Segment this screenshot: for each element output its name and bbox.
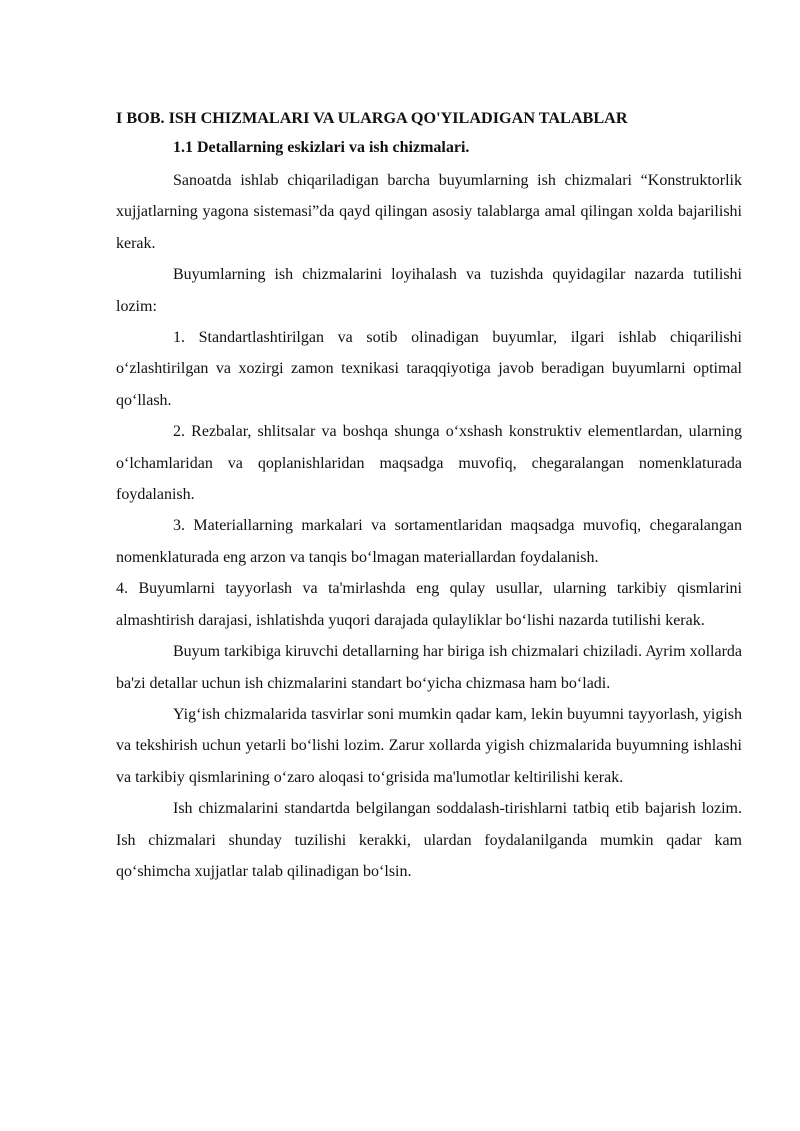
paragraph-detail-drawings: Buyum tarkibiga kiruvchi detallarning har biriga ish chizmalari chiziladi. Ayrim xollarda ba'zi detallar uchun ish chizmalarini standart bo‘yicha chizmasa ham bo‘ladi. — [116, 643, 742, 692]
list-item-3: 3. Materiallarning markalari va sortamentlaridan maqsadga muvofiq, chegaralangan nomenklaturada eng arzon va tanqis bo‘lmagan materiallardan foydalanish. — [116, 517, 742, 566]
paragraph-simplifications: Ish chizmalarini standartda belgilangan soddalash-tirishlarni tatbiq etib bajarish lozim. Ish chizmalari shunday tuzilishi kerakki, ulardan foydalanilganda mumkin qadar kam qo‘shimcha xujjatlar talab qilinadigan bo‘lsin. — [116, 800, 742, 880]
paragraph-assembly-drawings: Yig‘ish chizmalarida tasvirlar soni mumkin qadar kam, lekin buyumni tayyorlash, yigish va tekshirish uchun yetarli bo‘lishi lozim. Zarur xollarda yigish chizmalarida buyumning ishlashi va tarkibiy qismlarining o‘zaro aloqasi to‘grisida ma'lumotlar keltirilishi kerak. — [116, 705, 742, 786]
list-item-2: 2. Rezbalar, shlitsalar va boshqa shunga o‘xshash konstruktiv elementlardan, ularning o‘lchamlaridan va qoplanishlaridan maqsadga muvofiq, chegaralangan nomenklaturada foydalanish. — [116, 423, 742, 504]
chapter-title: I BOB. ISH CHIZMALARI VA ULARGA QO'YILADIGAN TALABLAR — [116, 109, 628, 127]
list-item-1: 1. Standartlashtirilgan va sotib olinadigan buyumlar, ilgari ishlab chiqarilishi o‘zlashtirilgan va xozirgi zamon texnikasi taraqqiyotiga javob beradigan buyumlarni optimal qo‘llash. — [116, 329, 742, 409]
paragraph-requirements: Buyumlarning ish chizmalarini loyihalash va tuzishda quyidagilar nazarda tutilishi lozim: — [116, 266, 742, 315]
document-page — [116, 106, 742, 887]
section-title: 1.1 Detallarning eskizlari va ish chizmalari. — [173, 139, 470, 156]
paragraph-intro: Sanoatda ishlab chiqariladigan barcha buyumlarning ish chizmalari “Konstruktorlik xujjatlarning yagona sistemasi”da qayd qilingan asosiy talablarga amal qilingan xolda bajarilishi kerak. — [116, 172, 742, 252]
list-item-4: 4. Buyumlarni tayyorlash va ta'mirlashda eng qulay usullar, ularning tarkibiy qismlarini almashtirish darajasi, ishlatishda yuqori darajada qulayliklar bo‘lishi nazarda tutilishi kerak. — [116, 580, 742, 629]
